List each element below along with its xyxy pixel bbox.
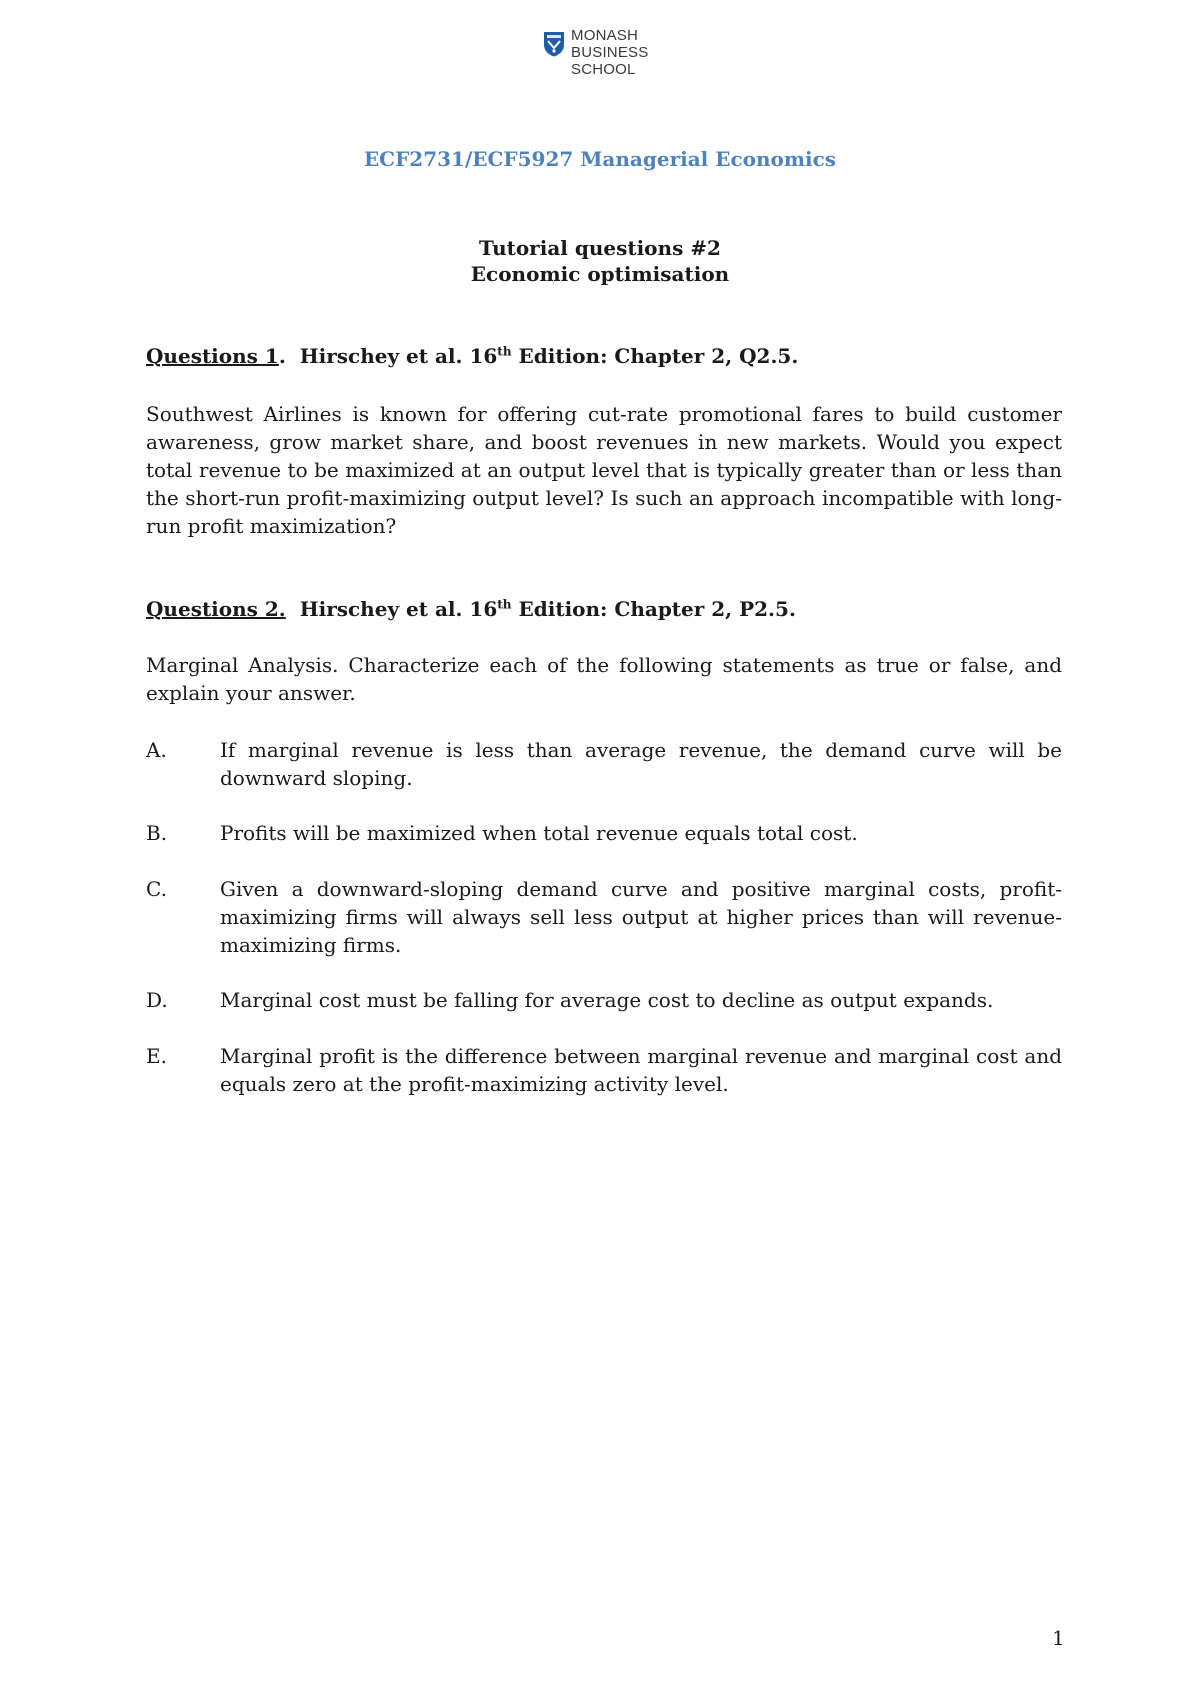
tutorial-number: Tutorial questions #2 — [479, 236, 721, 260]
question-2-heading — [146, 597, 796, 621]
statement-letter: A. — [146, 738, 167, 762]
logo-line-business: BUSINESS — [571, 44, 649, 61]
statement-letter: E. — [146, 1044, 167, 1068]
question-2-source-sup: th — [497, 597, 512, 612]
question-1-label-tail: . — [278, 344, 286, 368]
question-1-source: Hirschey et al. 16 — [299, 344, 498, 368]
logo-line-monash: MONASH — [571, 27, 639, 44]
statement-text: Marginal cost must be falling for average cost to decline as output expands. — [220, 988, 994, 1012]
statement-letter: B. — [146, 821, 168, 845]
statement-text: Given a downward-sloping demand curve and positive marginal costs, profit-maximizing firms will always sell less output at higher prices than will revenue-maximizing firms. — [220, 877, 1062, 957]
question-2-source-tail: Edition: Chapter 2, P2.5. — [511, 597, 796, 621]
question-2-label: Questions 2. — [146, 597, 286, 621]
course-title: ECF2731/ECF5927 Managerial Economics — [363, 147, 837, 171]
statement-text: If marginal revenue is less than average revenue, the demand curve will be downward sloping. — [220, 738, 1062, 790]
question-1-label: Questions 1 — [146, 344, 279, 368]
statement-letter: D. — [146, 988, 168, 1012]
question-2-intro: Marginal Analysis. Characterize each of the following statements as true or false, and explain your answer. — [146, 653, 1062, 705]
logo-wordmark — [571, 27, 648, 78]
page-number: 1 — [1052, 1626, 1065, 1650]
statement-text: Profits will be maximized when total revenue equals total cost. — [220, 821, 858, 845]
question-1-text: Southwest Airlines is known for offering cut-rate promotional fares to build customer awareness, grow market share, and boost revenues in new markets. Would you expect total revenue to be maximized at an output level that is typically greater than or less than the short-run profit-maximizing output level? Is such an approach incompatible with long-run profit maximization? — [146, 402, 1062, 538]
statement-text: Marginal profit is the difference between marginal revenue and marginal cost and equals zero at the profit-maximizing activity level. — [220, 1044, 1062, 1096]
question-1-source-sup: th — [497, 344, 512, 359]
logo-line-school: SCHOOL — [571, 61, 636, 78]
question-1-source-tail: Edition: Chapter 2, Q2.5. — [511, 344, 799, 368]
tutorial-title — [0, 235, 1200, 287]
question-2-source: Hirschey et al. 16 — [299, 597, 498, 621]
tutorial-topic: Economic optimisation — [470, 262, 730, 286]
monash-shield-icon — [543, 31, 565, 57]
statement-letter: C. — [146, 877, 167, 901]
monash-business-school-logo — [543, 27, 663, 83]
question-1-heading — [146, 344, 798, 368]
